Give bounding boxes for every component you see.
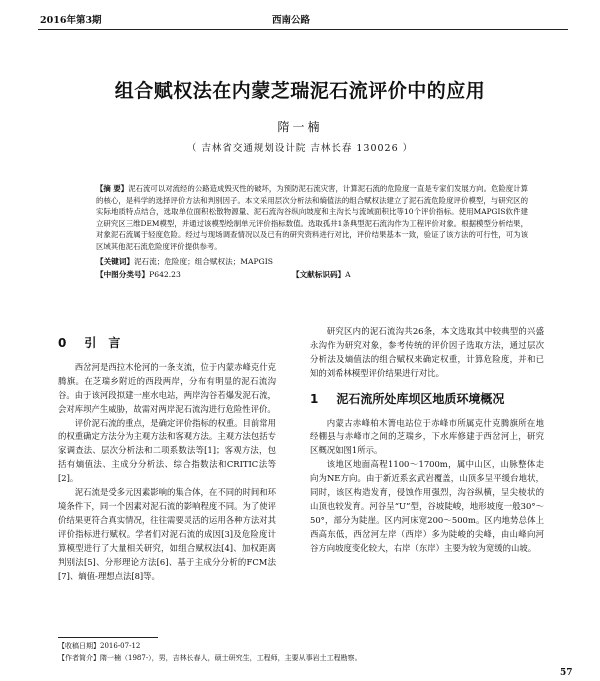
issue-label: 2016年第3期	[40, 15, 102, 26]
running-header	[0, 12, 600, 26]
section-number: 0	[58, 336, 67, 350]
doc-code	[292, 269, 351, 280]
doc-code-label: 【文献标识码】	[292, 270, 346, 279]
classification-line	[96, 269, 528, 280]
section-heading-intro	[58, 337, 276, 351]
header-divider	[38, 29, 568, 30]
right-column	[310, 325, 544, 556]
section-heading-geology	[310, 393, 544, 407]
author-name: 隋一楠	[277, 120, 323, 134]
paragraph: 评价泥石流的重点，是确定评价指标的权重。目前常用的权重确定方法分为主观方法和客观方法。主观方法包括专家调查法、层次分析法和二项系数法等[1]；客观方法，包括有熵值法、主成分分析法、综合指数法和CRITIC法等[2]。	[58, 417, 276, 484]
paragraph: 内蒙古赤峰柏木箐电站位于赤峰市所属克什克腾旗所在地经棚县与赤峰市之间的芝瑞乡，下水库修建于西岔河上，研究区概况如图1所示。	[310, 417, 544, 456]
journal-name: 西南公路	[272, 15, 311, 26]
paper-title: 组合赋权法在内蒙芝瑞泥石流评价中的应用	[114, 80, 486, 102]
paragraph: 泥石流是受多元因素影响的集合体，在不同的时间和环境条件下，同一个因素对泥石流的影响程度不同。为了使评价结果更符合真实情况，往往需要灵活的运用各种方法对其评价指标进行赋权。学者们对泥石流的成因[3]及危险度计算模型进行了大量相关研究，如组合赋权法[4]、加权距离判别法[5]、分形理论方法[6]、基于主成分分析的FCM法[7]、熵值-理想点法[8]等。	[58, 487, 276, 581]
abstract-block	[96, 183, 528, 253]
author-affiliation: （ 吉林省交通规划设计院 吉林长春 130026 ）	[186, 143, 414, 154]
paragraph: 研究区内的泥石流沟共26条，本文选取其中较典型的兴盛永沟作为研究对象，参考传统的评价因子选取方法，通过层次分析法及熵值法的组合赋权来确定权重，计算危险度，并和已知的刘希林模型评价结果进行对比。	[310, 326, 544, 378]
section-title: 泥石流所处库坝区地质环境概况	[336, 391, 505, 406]
doc-code-value: A	[345, 270, 351, 279]
section-number: 1	[310, 391, 319, 406]
abstract-text: 泥石流可以对流经的公路造成毁灭性的破坏，为预防泥石流灾害，计算泥石流的危险度一直是专家们发展方向。危险度计算的核心，是科学的选择评价方法和判别因子。本文采用层次分析法和熵值法的组合赋权法建立了泥石流危险度评价模型，与研究区的实际地质特点结合，选取单位面积松散物源量、泥石流沟谷纵向坡度和主沟长与流域面积比等10个评价指标。使用MAPGIS软件建立研究区三维DEM模型，并通过该模型绘制单元评价指标数值。选取孤井1条典型泥石流沟作为工程评价对象。根据模型分析结果，对象泥石流属于轻度危险。经过与现场调查情况以及已有的研究资料进行对比，评价结果基本一致，验证了该方法的可行性，可为该区域其他泥石流危险度评价提供参考。	[96, 184, 528, 251]
footnote-received: 【收稿日期】2016-07-12	[58, 642, 141, 650]
clc-value: P642.23	[149, 270, 181, 279]
section-title: 引 言	[84, 336, 121, 350]
footnote-divider	[58, 637, 158, 638]
keywords-text: 泥石流；危险度；组合赋权法；MAPGIS	[133, 257, 273, 266]
clc-label: 【中图分类号】	[96, 270, 150, 279]
keywords-label: 【关键词】	[96, 257, 134, 266]
abstract-label: 【摘 要】	[96, 184, 129, 193]
paragraph: 西岔河是西拉木伦河的一条支流，位于内蒙赤峰克什克腾旗。在芝瑞乡附近的西段两岸，分布有明显的泥石流沟谷。由于该河段拟建一座水电站，两岸沟谷若爆发泥石流，会对库坝产生威胁，故需对两岸泥石流沟进行危险性评价。	[58, 361, 276, 414]
footnote-author-bio: 【作者简介】隋一楠（1987-），男，吉林长春人，硕士研究生，工程师，主要从事岩土工程勘察。	[58, 654, 362, 662]
page-number: 57	[560, 668, 573, 678]
keywords-line	[96, 256, 528, 267]
paragraph: 该地区地面高程1100～1700m，属中山区，山脉整体走向为NE方向。由于新近系玄武岩覆盖，山顶多呈平缓台地状，同时，该区构造发育，侵蚀作用强烈，沟谷纵横，呈尖棱状的山顶也较发育。河谷呈“U”型，谷坡陡峻，地形坡度一般30°～50°，部分为陡崖。区内河床宽200～500m。区内地势总体上西高东低，西岔河左岸（西岸）多为陡峻的尖峰，由山峰向河谷方向坡度变化较大，右岸（东岸）主要为较为宽缓的山坡。	[310, 459, 544, 553]
left-column	[58, 337, 276, 583]
